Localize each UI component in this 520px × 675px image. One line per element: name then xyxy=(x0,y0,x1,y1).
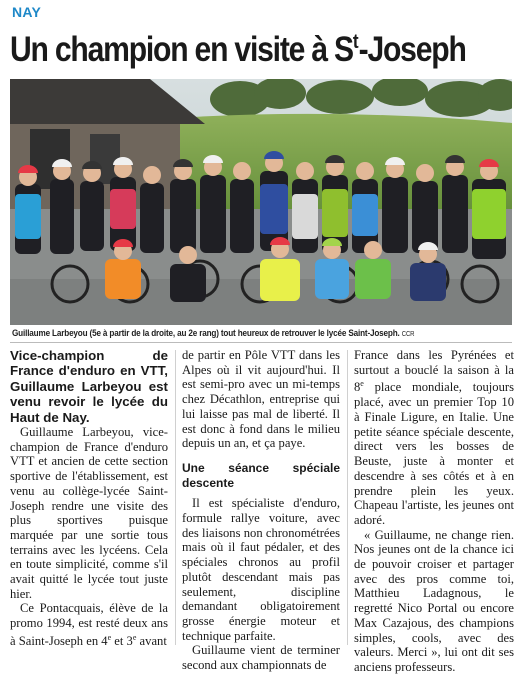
article-lede: Vice-champion de France d'enduro en VTT, Guillaume Larbeyou est venu revoir le lycée du Haut de Nay. xyxy=(10,348,168,425)
article-paragraph: Guillaume Larbeyou, vice-champion de France d'enduro VTT et ancien de cette section sportive de l'établissement, est venu au collège-lycée Saint-Joseph rendre une visite des plus sportives puisque marquée par une sortie tous terrains avec les lycéens. Cela en toute simplicité, comme s'il avait quitté le lycée tout juste hier. xyxy=(10,425,168,601)
headline: Un champion en visite à $S^t$-Joseph xyxy=(10,30,466,69)
divider xyxy=(10,342,512,343)
photo-credit: CCR xyxy=(401,331,415,338)
article-paragraph: Il est spécialiste d'enduro, formule rallye voiture, avec des liaisons non chronométrées mais où il faut pédaler, et des spéciales chronos au profil plutôt descendant mais pas seulement, discipline demandant obligatoirement grosse énergie moteur et technique parfaite. xyxy=(182,496,340,643)
article-column-3 xyxy=(354,348,514,675)
article-paragraph: de partir en Pôle VTT dans les Alpes où il vit aujourd'hui. Il est semi-pro avec un mi-temps chez Décathlon, entreprise qui lui laisse pas mal de liberté. Il est donc à fond dans le milieu depuis un an, et ça paye. xyxy=(182,348,340,451)
group-photo-cyclists-icon xyxy=(10,79,512,325)
group-photo xyxy=(10,79,512,325)
column-divider xyxy=(175,350,176,645)
article-column-1 xyxy=(10,348,168,649)
article-column-2 xyxy=(182,348,340,673)
article-paragraph: « Guillaume, ne change rien. Nos jeunes ont de la chance ici de pouvoir croiser et partager avec des pros comme toi, Matthieu Ladagnous, le regretté Nico Portal ou encore Max Cazajous, des champions simples, cools, avec des valeurs. Merci », lui ont dit ses anciens professeurs. xyxy=(354,527,514,674)
column-divider xyxy=(347,350,348,645)
article-paragraph: Ce Pontacquais, élève de la promo 1994, est resté deux ans à Saint-Joseph en 4e et 3e avant xyxy=(10,601,168,649)
article-paragraph: France dans les Pyrénées et surtout a bouclé la saison à la 8e place mondiale, toujours placé, avec un premier Top 10 à Finale Ligure, en Italie. Une petite séance spéciale descente, direct vers les bosses de Beuste, juste à monter et descendre à ses côtés et à en prendre plein les yeux. Chapeau l'artiste, les jeunes ont adoré. xyxy=(354,348,514,527)
article-subhead: Une séance spéciale descente xyxy=(182,460,340,490)
section-label: NAY xyxy=(12,4,42,20)
article-paragraph: Guillaume vient de terminer second aux championnats de xyxy=(182,643,340,673)
photo-caption: Guillaume Larbeyou (5e à partir de la droite, au 2e rang) tout heureux de retrouver le lycée Saint-Joseph. CCR xyxy=(12,328,415,339)
